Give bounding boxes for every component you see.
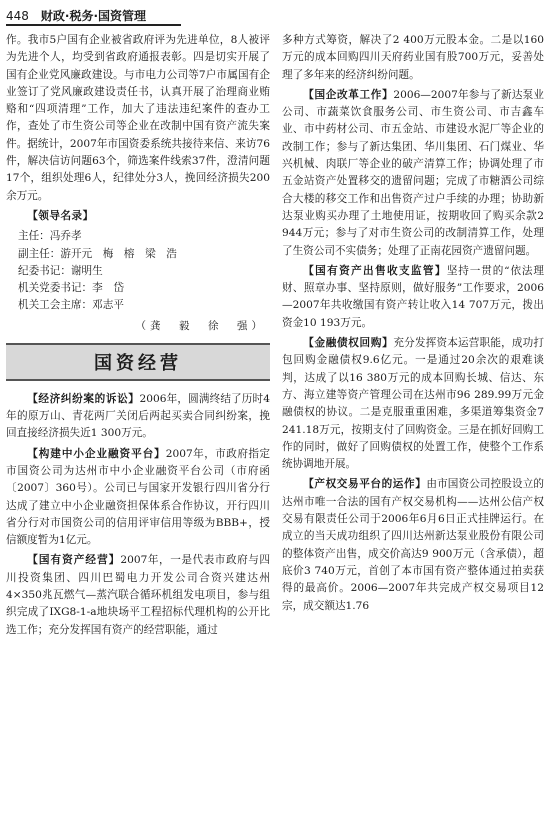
section-title: 【金融债权回购】 [303, 337, 394, 350]
leader-row: 纪委书记：谢明生 [18, 264, 103, 277]
page-number: 448 [6, 9, 29, 23]
section-banner [6, 343, 270, 381]
section-title: 【国有资产经营】 [27, 554, 121, 567]
leader-row: 主任：冯乔孝 [18, 230, 82, 243]
section-paragraph [282, 335, 544, 473]
leaders-title: 【领导名录】 [27, 209, 94, 222]
section-title: 【构建中小企业融资平台】 [27, 447, 166, 460]
leader-list [18, 228, 270, 314]
section-text: 充分发挥资本运营职能，成功打包回购金融债权9.6亿元。一是通过20余次的艰难谈判，达成了以16 380万元的成本回购长城、信达、东方、海立建等资产管理公司在达州市96 289.99万元金融债权的协议。二是克服重重困难，多渠道筹集资金7 241.18万元，按期支付了回购资金。三是在抓好回购工作的同时，做好了回购债权的处置工作，使整个工作系统协调地开展。 [282, 337, 544, 471]
page-header [6, 6, 181, 26]
section-title: 【国有资产出售收支监管】 [303, 264, 447, 277]
left-column [6, 32, 270, 822]
section-paragraph [282, 263, 544, 332]
section-banner-title: 国资经营 [94, 352, 182, 374]
section-title: 【产权交易平台的运作】 [303, 478, 427, 491]
continued-paragraph: 多种方式筹资，解决了2 400万元股本金。二是以160万元的成本回购四川天府药业国有股700万元，妥善处理了多年来的经济纠纷问题。 [282, 34, 544, 81]
right-column [282, 32, 544, 822]
header-title: 财政·税务·国资管理 [40, 9, 147, 23]
section-paragraph [6, 446, 270, 550]
section-title: 【经济纠纷案的诉讼】 [27, 392, 140, 405]
leader-row: 机关工会主席：邓志平 [18, 299, 124, 312]
section-title: 【国企改革工作】 [303, 88, 394, 101]
section-paragraph [6, 552, 270, 638]
section-paragraph [6, 391, 270, 443]
author-credit: （龚 毅 徐 强） [135, 319, 266, 332]
leader-row: 副主任：游开元 梅 榕 梁 浩 [18, 247, 177, 260]
leader-row: 机关党委书记：李 岱 [18, 282, 124, 295]
section-text: 由市国资公司控股设立的达州市唯一合法的国有产权交易机构——达州公信产权交易有限责任公司于2006年6月6日正式挂牌运行。在成立的当天成功组织了四川达州新达泵业股份有限公司的整体资产出售，成交价高达9 900万元（含承债），超底价3 740万元，首创了本市国有资产整体通过拍卖获得的最高价。2006—2007年共完成产权交易项目12宗，成交额达1.76 [282, 478, 544, 612]
section-text: 2006—2007年参与了新达泵业公司、市蔬菜饮食服务公司、市生资公司、市吉鑫车业、市中药材公司、市五金站、市建设水泥厂等企业的改制工作；参与了新达集团、华川集团、石门煤业、华兴机械、肉联厂等企业的破产清算工作；协调处理了市五金站资产处置移交的遗留问题；完成了市糖酒公司综合大楼的移交工作和出售资产过户手续的办理；协助新达泵业购买办理了土地使用证，按期收回了购买余款2 944万元；参与了对市生资公司的改制清算工作，处理了生资公司不实债务；处理了正南花园资产遗留问题。 [282, 88, 544, 257]
section-text: 2007年，一是代表市政府与四川投资集团、四川巴蜀电力开发公司合资兴建达州4×350兆瓦燃气—蒸汽联合循环机组发电项目，参与组织完成了IXG8-1-a地块场平工程招标代理机构的公开比选工作；充分发挥国有资产的经营职能，通过 [6, 554, 270, 636]
section-paragraph [282, 476, 544, 614]
section-text: 2006年，圆满终结了历时4年的原万山、青花两厂关闭后两起买卖合同纠纷案，挽回直接经济损失近1 300万元。 [6, 392, 270, 440]
section-text: 坚持一贯的“依法理财、照章办事、坚持原则，做好服务”工作要求，2006—2007年共收缴国有资产转让收入14 707万元，拨出资金10 193万元。 [282, 264, 544, 329]
section-paragraph [282, 87, 544, 260]
intro-paragraph: 作。我市5户国有企业被省政府评为先进单位，8人被评为先进个人，均受到省政府通报表彰。四是切实开展了国有企业党风廉政建设。与市电力公司等7户市属国有企业签订了党风廉政建设责任书，认真开展了治理商业贿赂和“四项清理”工作，加大了违法违纪案件的查办工作，查处了市生资公司等企业在改制中国有资产流失案件。据统计，2007年市国资委系统共接待来信、来访76件，解决信访问题63个，筛选案件线索37件，澄清问题17个，组织处理6人，纪律处分3人，挽回经济损失200余万元。 [6, 34, 270, 202]
section-text: 2007年，市政府指定市国资公司为达州市中小企业融资平台公司（市府函〔2007〕360号）。公司已与国家开发银行四川省分行达成了建立中小企业融资担保体系合作协议，开行四川省分行对市国资公司的信用评审信用等级为BBB+，授信额度暂为1亿元。 [6, 447, 270, 547]
